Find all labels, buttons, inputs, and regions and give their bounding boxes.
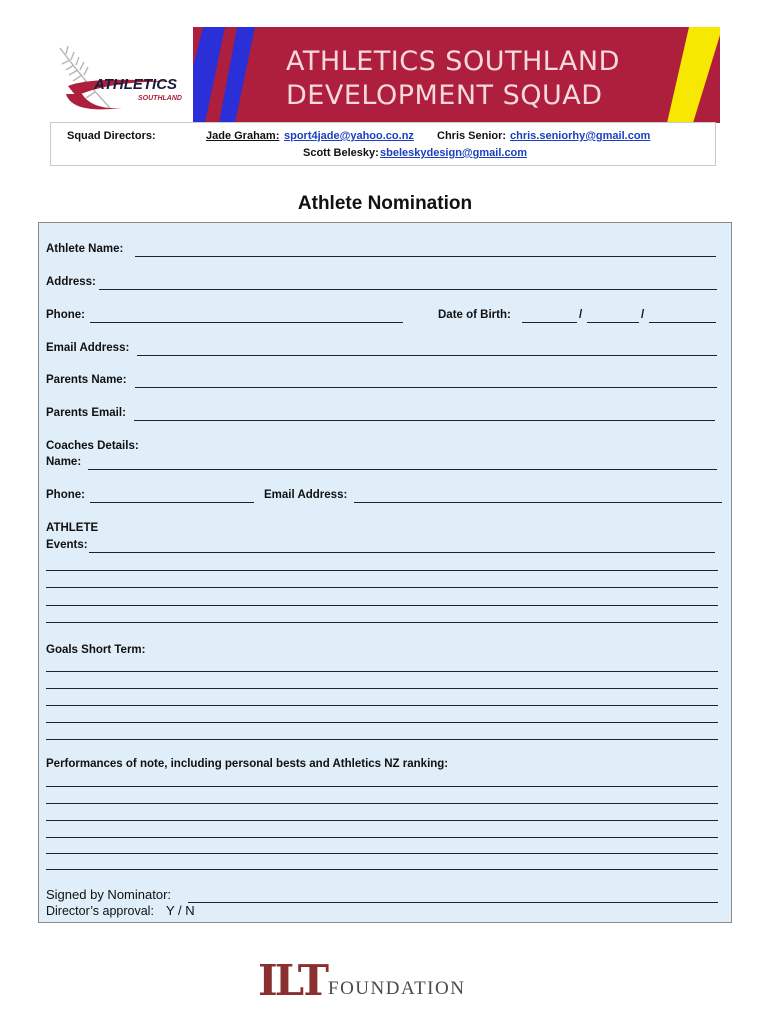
goals-label: Goals Short Term: [46, 644, 146, 656]
coach-phone-label: Phone: [46, 489, 85, 501]
events-label: Events: [46, 539, 88, 551]
approval-label: Director’s approval: [46, 904, 154, 918]
swoosh-red [66, 94, 122, 109]
events-field-line-4[interactable] [46, 605, 718, 606]
signed-label: Signed by Nominator: [46, 887, 172, 902]
dob-year-field[interactable] [649, 322, 716, 323]
performances-field-line-3[interactable] [46, 820, 718, 821]
signed-field[interactable] [188, 902, 718, 903]
events-field-line-1[interactable] [89, 552, 715, 553]
athlete-name-field[interactable] [135, 256, 716, 257]
goals-field-line-3[interactable] [46, 705, 718, 706]
performances-field-line-2[interactable] [46, 803, 718, 804]
director-scott-email[interactable]: sbeleskydesign@gmail.com [380, 147, 528, 159]
address-field[interactable] [99, 289, 717, 290]
performances-field-line-4[interactable] [46, 837, 718, 838]
nomination-form [38, 222, 732, 923]
ilt-foundation-logo [258, 955, 498, 999]
squad-directors-label: Squad Directors: [67, 130, 156, 142]
events-field-line-5[interactable] [46, 622, 718, 623]
director-jade-name: Jade Graham: [206, 130, 280, 142]
dob-label: Date of Birth: [438, 309, 511, 321]
athlete-heading: ATHLETE [46, 522, 99, 534]
performances-field-line-6[interactable] [46, 869, 718, 870]
performances-field-line-1[interactable] [46, 786, 718, 787]
goals-field-line-2[interactable] [46, 688, 718, 689]
parents-name-label: Parents Name: [46, 374, 127, 386]
email-field[interactable] [137, 355, 717, 356]
banner-title-line1: ATHLETICS SOUTHLAND [286, 46, 620, 77]
logo-text: ATHLETICS [94, 76, 178, 93]
coaches-details-label: Coaches Details: [46, 440, 139, 452]
squad-directors-box [50, 122, 716, 166]
dob-separator-1: / [579, 309, 583, 321]
coach-email-label: Email Address: [264, 489, 348, 501]
goals-field-line-5[interactable] [46, 739, 718, 740]
director-chris-email[interactable]: chris.seniorhy@gmail.com [510, 130, 651, 142]
coach-email-field[interactable] [354, 502, 722, 503]
director-jade-email[interactable]: sport4jade@yahoo.co.nz [284, 130, 414, 142]
performances-field-line-5[interactable] [46, 853, 718, 854]
performances-label: Performances of note, including personal bests and Athletics NZ ranking: [46, 758, 449, 770]
dob-separator-2: / [641, 309, 645, 321]
athlete-name-label: Athlete Name: [46, 243, 124, 255]
events-field-line-2[interactable] [46, 570, 718, 571]
parents-name-field[interactable] [135, 387, 717, 388]
ilt-text: ILT [258, 956, 327, 999]
parents-email-label: Parents Email: [46, 407, 126, 419]
dob-month-field[interactable] [587, 322, 639, 323]
coach-name-label: Name: [46, 456, 82, 468]
goals-field-line-4[interactable] [46, 722, 718, 723]
phone-field[interactable] [90, 322, 403, 323]
coach-phone-field[interactable] [90, 502, 254, 503]
dob-day-field[interactable] [522, 322, 577, 323]
approval-options[interactable]: Y / N [166, 903, 195, 918]
parents-email-field[interactable] [134, 420, 715, 421]
form-title: Athlete Nomination [297, 193, 473, 214]
director-scott-name: Scott Belesky: [303, 147, 379, 159]
goals-field-line-1[interactable] [46, 671, 718, 672]
foundation-text: FOUNDATION [328, 978, 466, 999]
phone-label: Phone: [46, 309, 85, 321]
coach-name-field[interactable] [88, 469, 717, 470]
events-field-line-3[interactable] [46, 587, 718, 588]
email-label: Email Address: [46, 342, 130, 354]
banner-title-line2: DEVELOPMENT SQUAD [286, 80, 603, 111]
logo-subtext: SOUTHLAND [138, 95, 182, 102]
athletics-southland-logo [52, 38, 192, 118]
address-label: Address: [46, 276, 96, 288]
director-chris-name: Chris Senior: [437, 130, 507, 142]
